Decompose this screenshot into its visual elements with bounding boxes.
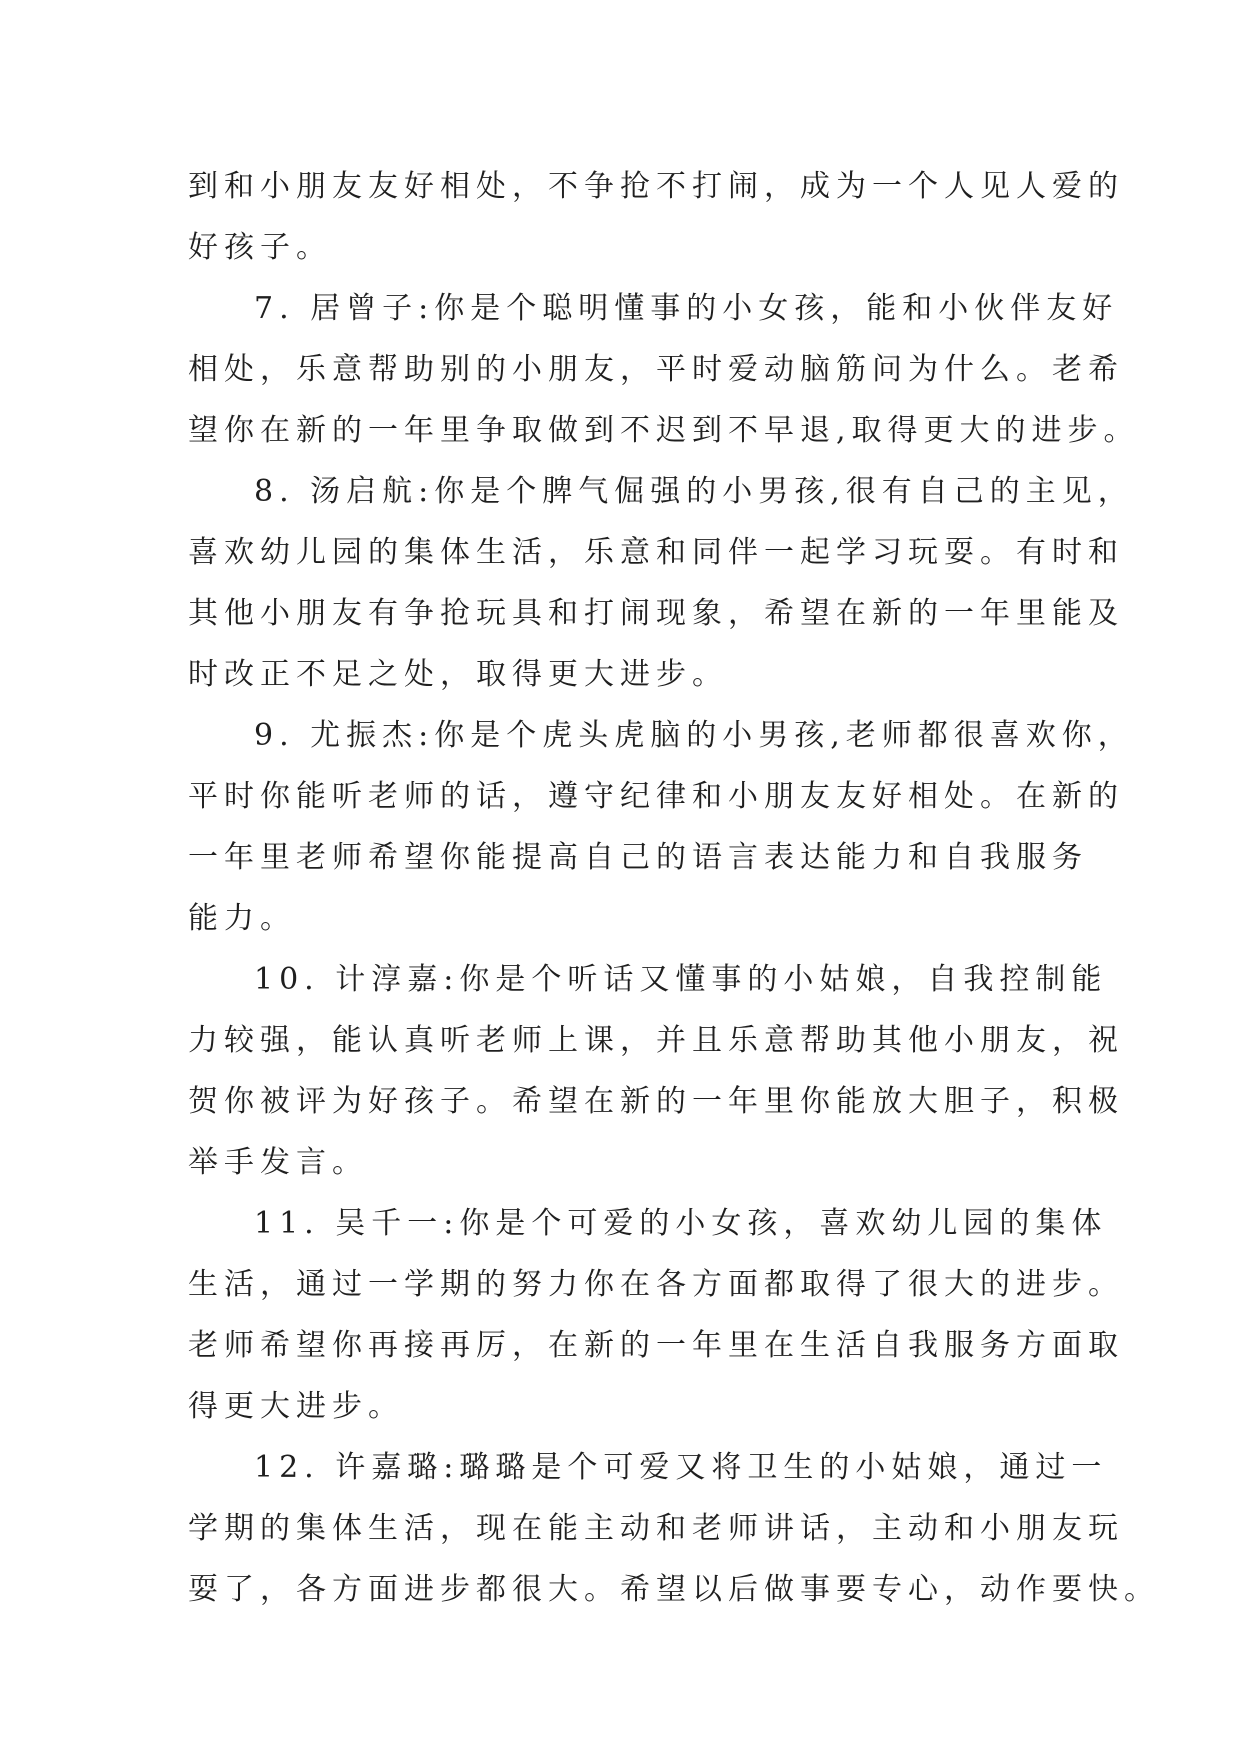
entry-first-line: 7. 居曾子:你是个聪明懂事的小女孩，能和小伙伴友好 [254,291,1119,326]
text-line: 到和小朋友友好相处，不争抢不打闹，成为一个人见人爱的 [188,169,1124,204]
text-line: 一年里老师希望你能提高自己的语言表达能力和自我服务 [188,840,1088,875]
text-line: 好孩子。 [188,230,332,265]
text-line: 老师希望你再接再厉，在新的一年里在生活自我服务方面取 [188,1328,1124,1363]
body-text [188,156,1160,1620]
text-line: 生活，通过一学期的努力你在各方面都取得了很大的进步。 [188,1267,1124,1302]
entry-first-line: 11. 吴千一:你是个可爱的小女孩，喜欢幼儿园的集体 [254,1206,1108,1241]
text-line: 其他小朋友有争抢玩具和打闹现象，希望在新的一年里能及 [188,596,1124,631]
text-line: 喜欢幼儿园的集体生活，乐意和同伴一起学习玩耍。有时和 [188,535,1124,570]
text-line: 举手发言。 [188,1145,368,1180]
text-line: 能力。 [188,901,296,936]
text-line: 得更大进步。 [188,1389,404,1424]
text-line: 望你在新的一年里争取做到不迟到不早退,取得更大的进步。 [188,413,1140,448]
entry-first-line: 8. 汤启航:你是个脾气倔强的小男孩,很有自己的主见， [254,474,1134,509]
text-line: 力较强，能认真听老师上课，并且乐意帮助其他小朋友，祝 [188,1023,1124,1058]
entry-first-line: 9. 尤振杰:你是个虎头虎脑的小男孩,老师都很喜欢你， [254,718,1134,753]
text-line: 耍了，各方面进步都很大。希望以后做事要专心，动作要快。 [188,1572,1160,1607]
text-line: 学期的集体生活，现在能主动和老师讲话，主动和小朋友玩 [188,1511,1124,1546]
text-line: 时改正不足之处，取得更大进步。 [188,657,728,692]
text-line: 相处，乐意帮助别的小朋友，平时爱动脑筋问为什么。老希 [188,352,1124,387]
text-line: 贺你被评为好孩子。希望在新的一年里你能放大胆子，积极 [188,1084,1124,1119]
entry-first-line: 10. 计淳嘉:你是个听话又懂事的小姑娘，自我控制能 [254,962,1108,997]
text-line: 平时你能听老师的话，遵守纪律和小朋友友好相处。在新的 [188,779,1124,814]
entry-first-line: 12. 许嘉璐:璐璐是个可爱又将卫生的小姑娘，通过一 [254,1450,1108,1485]
